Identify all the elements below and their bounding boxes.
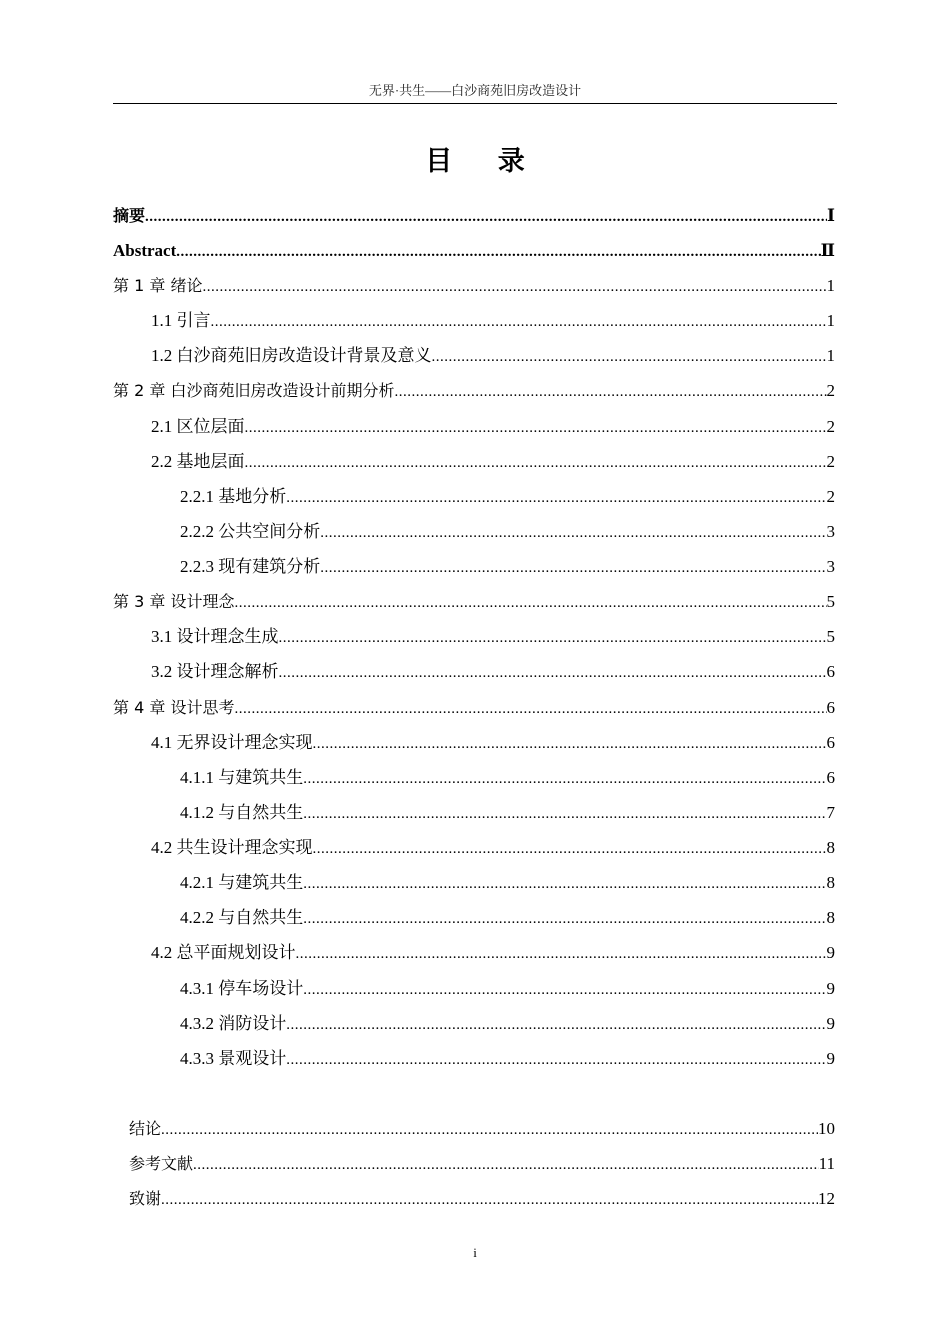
toc-leader xyxy=(193,1152,819,1178)
toc-entry-label: 参考文献 xyxy=(129,1154,194,1173)
toc-entry[interactable] xyxy=(151,308,835,334)
toc-entry-page: 11 xyxy=(818,1154,835,1173)
toc-leader xyxy=(303,906,826,932)
toc-leader xyxy=(161,1187,818,1213)
toc-entry-label: 结论 xyxy=(129,1119,162,1138)
toc-entry-page: 1 xyxy=(826,276,835,295)
toc-entry-label: 致谢 xyxy=(129,1189,162,1208)
toc-entry-label: 第 4 章 设计思考 xyxy=(113,698,235,717)
toc-leader xyxy=(394,379,826,405)
toc-leader xyxy=(245,450,827,476)
toc-leader xyxy=(303,766,826,792)
toc-entry-label: 4.3.1 停车场设计 xyxy=(180,979,304,998)
toc-entry[interactable] xyxy=(180,554,835,580)
toc-entry-page: 9 xyxy=(826,1049,835,1068)
toc-entry-label: 1.2 白沙商苑旧房改造设计背景及意义 xyxy=(151,346,432,365)
toc-leader xyxy=(432,344,827,370)
toc-entry-label: 4.1.2 与自然共生 xyxy=(180,803,304,822)
toc-entry-page: 3 xyxy=(826,522,835,541)
toc-entry-label: 2.1 区位层面 xyxy=(151,417,245,436)
toc-entry-page: 2 xyxy=(826,452,835,471)
toc-leader xyxy=(303,871,826,897)
toc-entry-page: 6 xyxy=(826,768,835,787)
toc-entry-label: 4.2 共生设计理念实现 xyxy=(151,838,313,857)
toc-entry-label: 3.2 设计理念解析 xyxy=(151,662,279,681)
toc-entry[interactable] xyxy=(180,976,835,1002)
toc-entry-label: 第 1 章 绪论 xyxy=(113,276,203,295)
toc-entry-label: 摘要 xyxy=(113,206,146,225)
toc-entry-label: 2.2.1 基地分析 xyxy=(180,487,287,506)
toc-entry-label: 4.1 无界设计理念实现 xyxy=(151,733,313,752)
toc-leader xyxy=(320,555,826,581)
toc-entry-page: 2 xyxy=(826,417,835,436)
toc-entry-label: 2.2.3 现有建筑分析 xyxy=(180,557,321,576)
toc-entry[interactable] xyxy=(151,835,835,861)
toc-entry-page: Ⅱ xyxy=(820,241,835,260)
toc-entry-page: 6 xyxy=(826,662,835,681)
toc-entry-label: 2.2 基地层面 xyxy=(151,452,245,471)
toc-entry[interactable] xyxy=(151,940,835,966)
toc-entry[interactable] xyxy=(151,449,835,475)
toc-leader xyxy=(161,1117,818,1143)
toc-entry-label: 3.1 设计理念生成 xyxy=(151,627,279,646)
toc-entry-page: 8 xyxy=(826,908,835,927)
toc-entry-page: 7 xyxy=(826,803,835,822)
toc-leader xyxy=(313,731,827,757)
toc-entry-page: 5 xyxy=(826,627,835,646)
toc-entry[interactable] xyxy=(129,1186,835,1212)
toc-entry[interactable] xyxy=(180,870,835,896)
toc-entry-label: 2.2.2 公共空间分析 xyxy=(180,522,321,541)
toc-entry[interactable] xyxy=(129,1116,835,1142)
toc-entry-page: 6 xyxy=(826,698,835,717)
toc-entry-label: 1.1 引言 xyxy=(151,311,211,330)
toc-leader xyxy=(303,801,826,827)
toc-entry-label: 4.2.1 与建筑共生 xyxy=(180,873,304,892)
toc-entry[interactable] xyxy=(129,1151,835,1177)
toc-entry[interactable] xyxy=(180,800,835,826)
toc-leader xyxy=(279,660,827,686)
running-header: 无界·共生——白沙商苑旧房改造设计 xyxy=(368,83,582,98)
toc-entry-page: 8 xyxy=(826,838,835,857)
toc-leader xyxy=(245,415,827,441)
toc-entry-label: 第 2 章 白沙商苑旧房改造设计前期分析 xyxy=(113,381,395,400)
toc-entry-label: 第 3 章 设计理念 xyxy=(113,592,235,611)
toc-entry-page: 2 xyxy=(826,487,835,506)
toc-entry-label: 4.3.3 景观设计 xyxy=(180,1049,287,1068)
toc-leader xyxy=(303,977,826,1003)
toc-entry[interactable] xyxy=(151,624,835,650)
toc-entry[interactable] xyxy=(113,695,835,721)
page-number: i xyxy=(473,1245,477,1260)
toc-leader xyxy=(286,1012,826,1038)
toc-leader xyxy=(202,274,826,300)
toc-entry-page: 2 xyxy=(826,381,835,400)
toc-entry[interactable] xyxy=(151,659,835,685)
toc-entry[interactable] xyxy=(180,905,835,931)
toc-leader xyxy=(279,625,827,651)
toc-entry[interactable] xyxy=(180,765,835,791)
toc-leader xyxy=(313,836,827,862)
toc-entry-label: 4.2 总平面规划设计 xyxy=(151,943,296,962)
toc-entry[interactable] xyxy=(180,519,835,545)
toc-entry[interactable] xyxy=(180,484,835,510)
toc-entry-page: 9 xyxy=(826,943,835,962)
toc-entry[interactable] xyxy=(113,589,835,615)
toc-leader xyxy=(234,696,826,722)
toc-entry[interactable] xyxy=(113,378,835,404)
toc-leader xyxy=(145,204,827,230)
toc-title: 目 录 xyxy=(425,146,543,177)
toc-leader xyxy=(176,239,820,265)
toc-entry-label: 4.2.2 与自然共生 xyxy=(180,908,304,927)
toc-entry-page: 5 xyxy=(826,592,835,611)
toc-entry-page: 12 xyxy=(818,1189,835,1208)
toc-leader xyxy=(320,520,826,546)
toc-entry[interactable] xyxy=(113,273,835,299)
toc-entry-label: Abstract xyxy=(113,241,177,260)
toc-entry-page: 10 xyxy=(818,1119,835,1138)
toc-entry-page: 8 xyxy=(826,873,835,892)
toc-entry-page: Ⅰ xyxy=(827,206,835,225)
header-rule xyxy=(113,103,837,104)
toc-entry-label: 4.3.2 消防设计 xyxy=(180,1014,287,1033)
toc-entry-label: 4.1.1 与建筑共生 xyxy=(180,768,304,787)
toc-leader xyxy=(296,941,827,967)
toc-leader xyxy=(286,1047,826,1073)
toc-entry[interactable] xyxy=(113,238,835,264)
toc-entry-page: 3 xyxy=(826,557,835,576)
toc-leader xyxy=(286,485,826,511)
toc-entry-page: 9 xyxy=(826,979,835,998)
toc-entry[interactable] xyxy=(180,1011,835,1037)
toc-entry-page: 6 xyxy=(826,733,835,752)
toc-entry[interactable] xyxy=(151,343,835,369)
toc-entry-page: 1 xyxy=(826,346,835,365)
toc-entry[interactable] xyxy=(151,730,835,756)
toc-entry[interactable] xyxy=(113,203,835,229)
toc-entry[interactable] xyxy=(151,414,835,440)
toc-leader xyxy=(234,590,826,616)
toc-entry-page: 1 xyxy=(826,311,835,330)
toc-leader xyxy=(211,309,827,335)
toc-entry-page: 9 xyxy=(826,1014,835,1033)
toc-entry[interactable] xyxy=(180,1046,835,1072)
